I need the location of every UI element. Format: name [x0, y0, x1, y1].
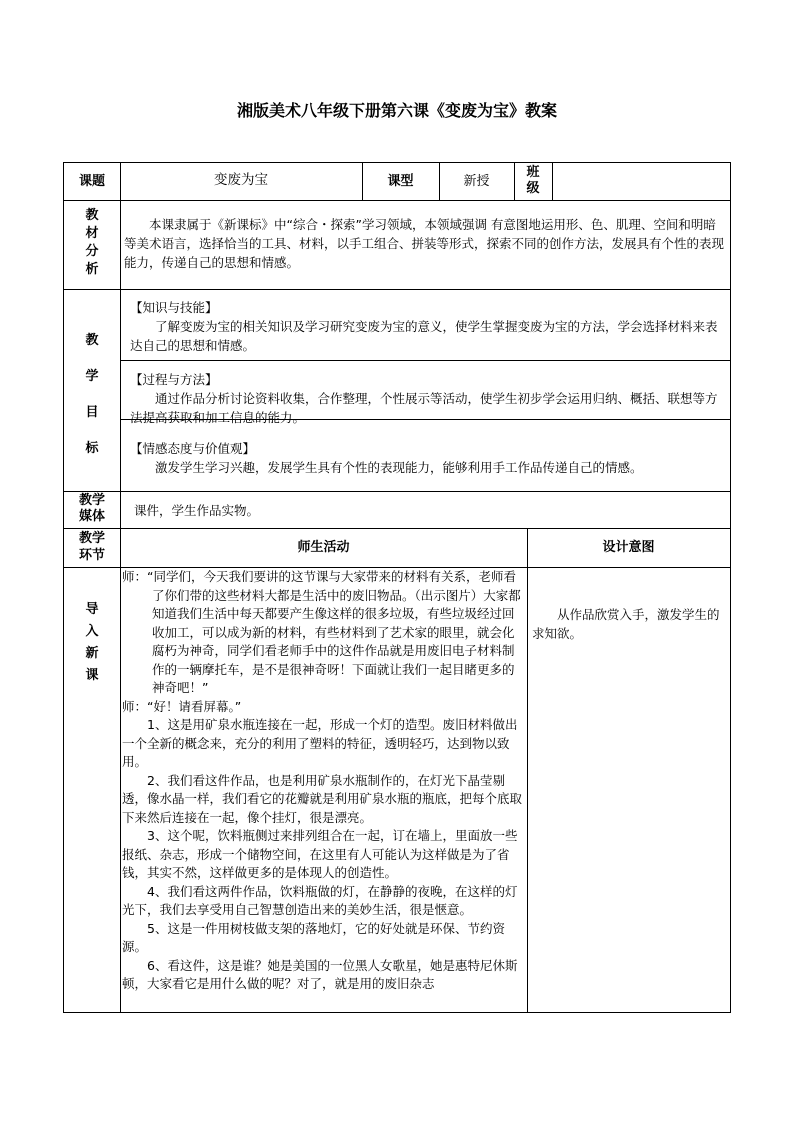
intro-intent — [532, 605, 726, 643]
page-title: 湘版美术八年级下册第六课《变废为宝》教案 — [236, 101, 557, 120]
class-label-line1: 班 — [526, 165, 540, 180]
type-value: 新授 — [463, 174, 490, 189]
emotion-title: 【情感态度与价值观】 — [130, 441, 256, 456]
intro-activity — [122, 568, 525, 1011]
label-char: 材 — [85, 226, 99, 241]
emotion-section — [130, 439, 728, 477]
label-char: 目 — [85, 405, 99, 420]
goals-label — [64, 323, 120, 467]
intro-paragraph: 1、这是用矿泉水瓶连接在一起，形成一个灯的造型。废旧材料做出一个全新的概念来，充分的利用了塑料的特征，透明轻巧，达到物以致用。 — [122, 717, 518, 769]
label-char: 分 — [85, 244, 99, 259]
label-char: 标 — [85, 441, 99, 456]
stage-label — [64, 530, 120, 564]
analysis-text — [124, 215, 728, 272]
knowledge-text: 了解变废为宝的相关知识及学习研究变废为宝的意义，使学生掌握变废为宝的方法，学会选择材料来表达自己的思想和情感。 — [130, 319, 718, 353]
media-label — [64, 493, 120, 525]
label-char: 教 — [85, 333, 99, 348]
emotion-text: 激发学生学习兴趣，发展学生具有个性的表现能力，能够利用手工作品传递自己的情感。 — [155, 460, 643, 475]
process-text: 通过作品分析讨论资料收集，合作整理，个性展示等活动，使学生初步学会运用归纳、概括、联想等方法提高获取和加工信息的能力。 — [130, 391, 718, 425]
analysis-label — [64, 207, 120, 279]
row-divider — [64, 491, 730, 492]
activity-header: 师生活动 — [297, 540, 350, 555]
row-divider — [64, 528, 730, 529]
label-char: 入 — [85, 624, 99, 639]
intro-label — [64, 599, 120, 687]
label-char: 课 — [85, 668, 99, 683]
col-divider — [552, 163, 553, 200]
media-text: 课件，学生作品实物。 — [134, 503, 260, 518]
intent-header: 设计意图 — [602, 540, 655, 555]
course-label: 课题 — [78, 174, 105, 189]
type-label: 课型 — [387, 174, 414, 189]
intro-paragraph: 6、看这件，这是谁？她是美国的一位黑人女歌星，她是惠特尼休斯顿，大家看它是用什么做的呢？对了，就是用的废旧杂志 — [122, 957, 518, 991]
media-label-line1: 教学 — [78, 493, 105, 508]
col-divider — [527, 528, 528, 1012]
label-char: 新 — [85, 646, 99, 661]
process-title: 【过程与方法】 — [130, 372, 218, 387]
row-divider — [120, 360, 730, 361]
stage-label-line2: 环节 — [78, 548, 105, 563]
teacher-speech: 师：“同学们，今天我们要讲的这节课与大家带来的材料有关系，老师看了你们带的这些材料大都是生活中的废旧物品。（出示图片）大家都知道我们生活中每天都要产生像这样的很多垃圾，有些垃圾经过回收加工，可以成为新的材料，有些材料到了艺术家的眼里，就会化腐朽为神奇，同学们看老师手中的这件作品就是用废旧电子材料制作的一辆摩托车，是不是很神奇呀！下面就让我们一起目睹更多的神奇吧！” — [122, 569, 521, 695]
class-label-line2: 级 — [526, 180, 540, 196]
media-label-line2: 媒体 — [78, 509, 105, 524]
label-char: 析 — [85, 262, 99, 277]
lesson-plan-table — [63, 162, 731, 1013]
row-divider — [64, 200, 730, 201]
stage-label-line1: 教学 — [78, 531, 105, 546]
label-char: 导 — [85, 602, 99, 617]
intro-paragraph: 2、我们看这件作品，也是利用矿泉水瓶制作的，在灯光下晶莹剔透，像水晶一样，我们看它的花瓣就是利用矿泉水瓶的瓶底，把每个底取下来然后连接在一起，像个挂灯，很是漂亮。 — [122, 772, 523, 825]
row-divider — [64, 289, 730, 290]
intro-paragraph: 4、我们看这两件作品，饮料瓶做的灯，在静静的夜晚，在这样的灯光下，我们去享受用自己智慧创造出来的美妙生活，很是惬意。 — [122, 883, 518, 917]
label-char: 教 — [85, 208, 99, 223]
intro-paragraph: 5、这是一件用树枝做支架的落地灯，它的好处就是环保、节约资源。 — [122, 920, 505, 954]
analysis-paragraph: 本课隶属于《新课标》中“综合・探索”学习领域，本领域强调 有意图地运用形、色、肌理、空间和明暗等美术语言，选择恰当的工具、材料，以手工组合、拼装等形式，探索不同的创作方法，发展具有个性的表现能力，传递自己的思想和情感。 — [124, 217, 725, 270]
knowledge-title: 【知识与技能】 — [130, 300, 218, 315]
intro-paragraph: 3、这个呢，饮料瓶侧过来排列组合在一起，订在墙上，里面放一些报纸、杂志，形成一个储物空间，在这里有人可能认为这样做是为了省钱，其实不然，这样做更多的是体现人的创造性。 — [122, 828, 518, 880]
process-section — [130, 370, 728, 427]
label-char: 学 — [85, 369, 99, 384]
class-label — [514, 165, 552, 196]
course-value: 变废为宝 — [214, 172, 268, 188]
knowledge-section — [130, 298, 728, 355]
intent-text: 从作品欣赏入手，激发学生的求知欲。 — [532, 607, 720, 641]
teacher-speech: 师：“好！请看屏幕。” — [122, 698, 242, 714]
col-divider — [120, 163, 121, 1012]
